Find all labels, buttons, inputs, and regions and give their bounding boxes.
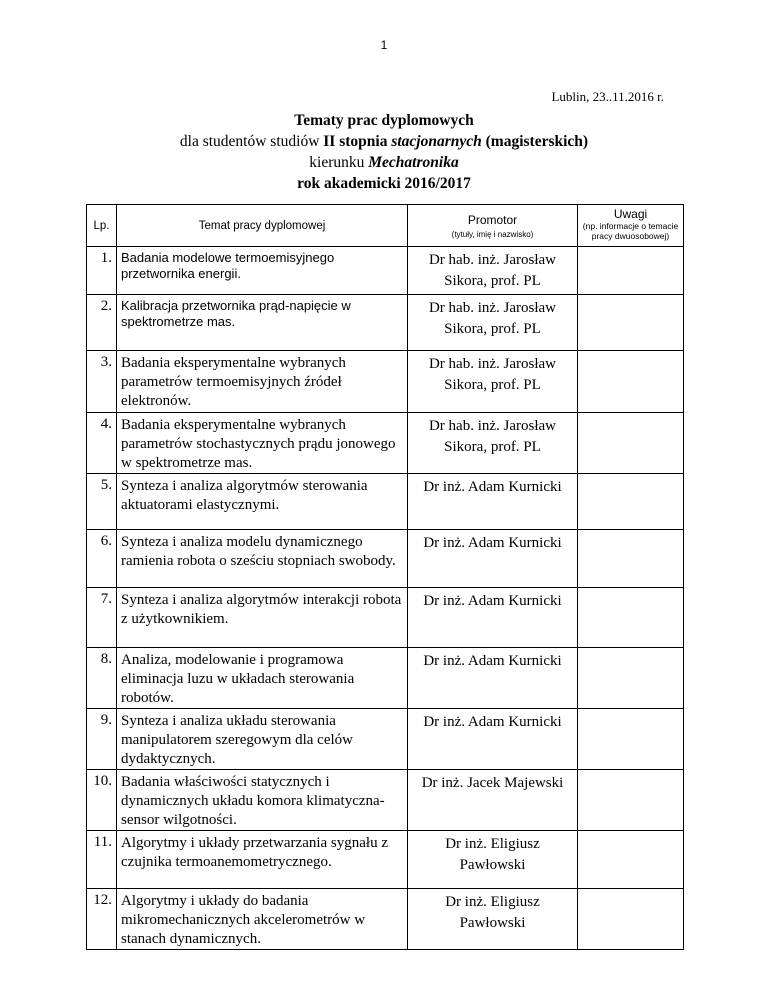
row-notes — [578, 247, 684, 295]
row-topic: Synteza i analiza modelu dynamicznego ramienia robota o sześciu stopniach swobody. — [117, 530, 408, 588]
table-row — [87, 530, 684, 588]
title-line-3-b: Mechatronika — [368, 154, 459, 171]
table-header-row — [87, 205, 684, 247]
row-promotor: Dr inż. Eligiusz Pawłowski — [408, 889, 578, 950]
table-row — [87, 770, 684, 831]
row-topic: Algorytmy i układy przetwarzania sygnału z czujnika termoanemometrycznego. — [117, 831, 408, 889]
header-promotor-label: Promotor — [467, 212, 518, 227]
row-promotor: Dr inż. Jacek Majewski — [408, 770, 578, 831]
table-row — [87, 474, 684, 530]
row-promotor: Dr hab. inż. Jarosław Sikora, prof. PL — [408, 413, 578, 474]
row-lp: 2. — [87, 295, 117, 351]
header-notes-label: Uwagi — [613, 207, 648, 221]
row-topic: Synteza i analiza algorytmów interakcji robota z użytkownikiem. — [117, 588, 408, 648]
row-notes — [578, 413, 684, 474]
row-promotor: Dr inż. Adam Kurnicki — [408, 530, 578, 588]
row-promotor: Dr hab. inż. Jarosław Sikora, prof. PL — [408, 295, 578, 351]
row-lp: 10. — [87, 770, 117, 831]
row-notes — [578, 770, 684, 831]
row-topic: Kalibracja przetwornika prąd-napięcie w spektrometrze mas. — [117, 295, 408, 351]
header-promotor-sub: (tytuły, imię i nazwisko) — [451, 229, 534, 239]
title-line-3-a: kierunku — [309, 154, 369, 171]
title-line-2-a: dla studentów studiów — [179, 133, 324, 150]
title-line-2-d: (magisterskich) — [481, 133, 589, 150]
row-promotor: Dr inż. Adam Kurnicki — [408, 474, 578, 530]
row-lp: 6. — [87, 530, 117, 588]
header-notes — [578, 205, 684, 247]
row-promotor: Dr hab. inż. Jarosław Sikora, prof. PL — [408, 351, 578, 413]
page-number: 1 — [380, 38, 388, 52]
row-topic: Badania eksperymentalne wybranych parametrów stochastycznych prądu jonowego w spektrometrze mas. — [117, 413, 408, 474]
title-line-1: Tematy prac dyplomowych — [294, 112, 474, 129]
table-row — [87, 831, 684, 889]
row-lp: 9. — [87, 709, 117, 770]
row-promotor: Dr inż. Eligiusz Pawłowski — [408, 831, 578, 889]
row-topic: Badania eksperymentalne wybranych parametrów termoemisyjnych źródeł elektronów. — [117, 351, 408, 413]
row-notes — [578, 831, 684, 889]
table-row — [87, 351, 684, 413]
table-row — [87, 413, 684, 474]
title-line-2-b: II stopnia — [323, 133, 392, 150]
header-promotor — [408, 205, 578, 247]
table-row — [87, 247, 684, 295]
row-promotor: Dr inż. Adam Kurnicki — [408, 648, 578, 709]
table-row — [87, 295, 684, 351]
row-lp: 5. — [87, 474, 117, 530]
row-notes — [578, 709, 684, 770]
document-title — [0, 110, 768, 194]
row-topic: Algorytmy i układy do badania mikromechanicznych akcelerometrów w stanach dynamicznych. — [117, 889, 408, 950]
row-topic: Badania modelowe termoemisyjnego przetwornika energii. — [117, 247, 408, 295]
row-notes — [578, 351, 684, 413]
title-line-4: rok akademicki 2016/2017 — [297, 175, 471, 192]
table-row — [87, 889, 684, 950]
row-promotor: Dr inż. Adam Kurnicki — [408, 588, 578, 648]
row-topic: Badania właściwości statycznych i dynamicznych układu komora klimatyczna-sensor wilgotności. — [117, 770, 408, 831]
row-lp: 12. — [87, 889, 117, 950]
row-notes — [578, 889, 684, 950]
row-lp: 3. — [87, 351, 117, 413]
row-lp: 1. — [87, 247, 117, 295]
row-notes — [578, 588, 684, 648]
table-row — [87, 648, 684, 709]
theses-table — [86, 204, 684, 950]
title-line-2-c: stacjonarnych — [391, 133, 482, 150]
row-notes — [578, 474, 684, 530]
row-lp: 7. — [87, 588, 117, 648]
row-lp: 4. — [87, 413, 117, 474]
header-topic: Temat pracy dyplomowej — [117, 205, 408, 247]
table-row — [87, 588, 684, 648]
header-notes-sub: (np. informacje o temacie pracy dwuosobowej) — [582, 221, 679, 241]
row-topic: Synteza i analiza algorytmów sterowania aktuatorami elastycznymi. — [117, 474, 408, 530]
row-lp: 11. — [87, 831, 117, 889]
title-line-3 — [0, 152, 768, 173]
row-promotor: Dr inż. Adam Kurnicki — [408, 709, 578, 770]
title-line-2 — [0, 131, 768, 152]
table-row — [87, 709, 684, 770]
row-topic: Analiza, modelowanie i programowa eliminacja luzu w układach sterowania robotów. — [117, 648, 408, 709]
row-notes — [578, 295, 684, 351]
header-lp: Lp. — [87, 205, 117, 247]
row-promotor: Dr hab. inż. Jarosław Sikora, prof. PL — [408, 247, 578, 295]
row-notes — [578, 648, 684, 709]
document-date: Lublin, 23..11.2016 r. — [551, 89, 664, 104]
row-lp: 8. — [87, 648, 117, 709]
row-topic: Synteza i analiza układu sterowania manipulatorem szeregowym dla celów dydaktycznych. — [117, 709, 408, 770]
row-notes — [578, 530, 684, 588]
